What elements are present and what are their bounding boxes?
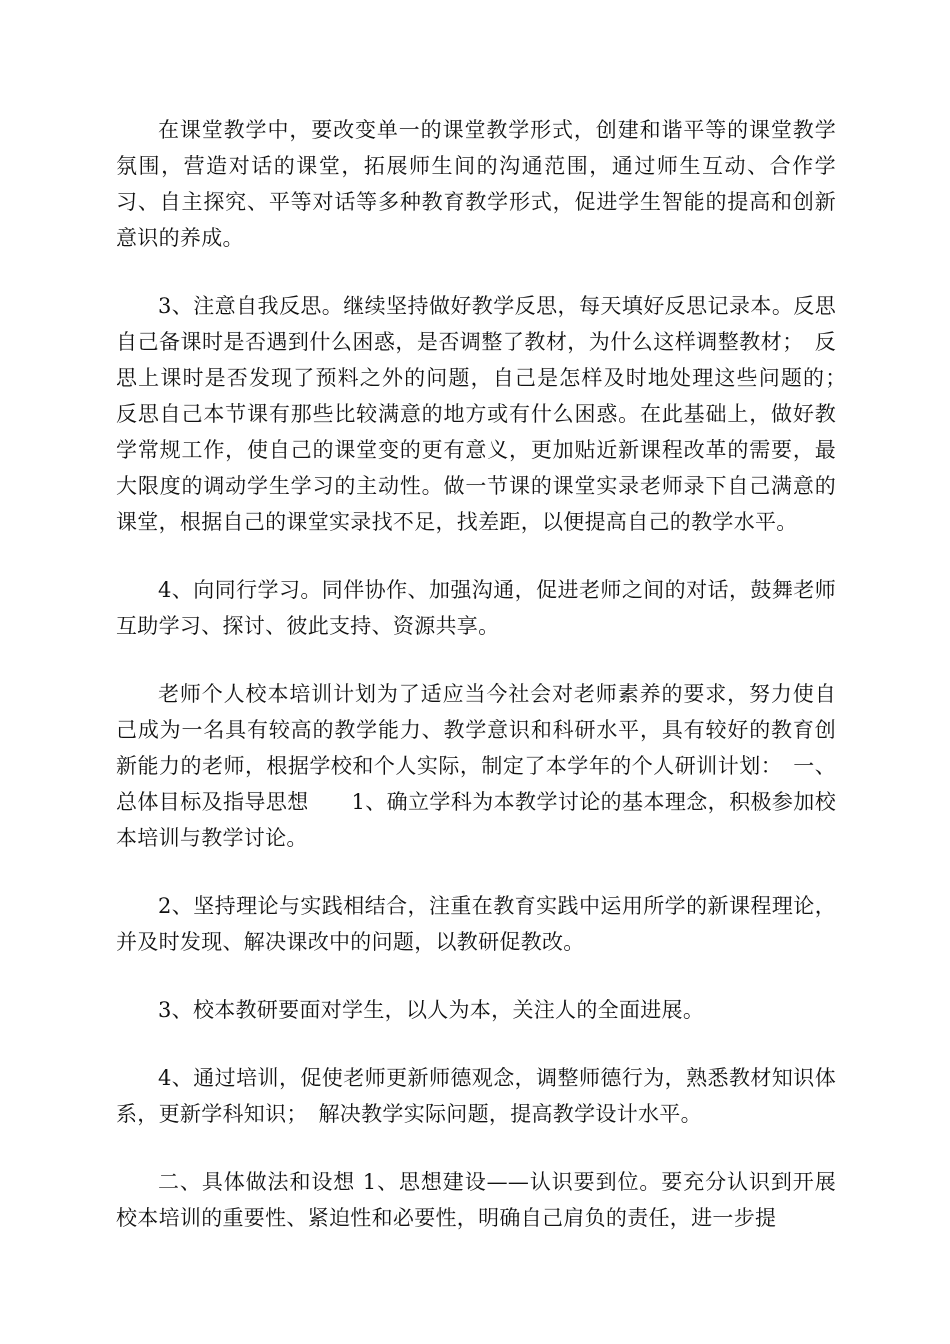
paragraph-classroom-teaching: 在课堂教学中，要改变单一的课堂教学形式，创建和谐平等的课堂教学氛围，营造对话的课堂，拓展师生间的沟通范围，通过师生互动、合作学习、自主探究、平等对话等多种教育教学形式，促进学生智能的提高和创新意识的养成。 <box>116 118 836 250</box>
paragraph-student-focus: 3、校本教研要面对学生，以人为本，关注人的全面进展。 <box>158 998 705 1022</box>
document-body <box>116 112 858 1268</box>
paragraph-training-plan-intro: 老师个人校本培训计划为了适应当今社会对老师素养的要求，努力使自己成为一名具有较高的教学能力、教学意识和科研水平，具有较好的教育创新能力的老师，根据学校和个人实际，制定了本学年的个人研训计划： 一、总体目标及指导思想 1、确立学科为本教学讨论的基本理念，积极参加校本培训与教学讨论。 <box>116 682 836 850</box>
paragraph-theory-practice: 2、坚持理论与实践相结合，注重在教育实践中运用所学的新课程理论，并及时发现、解决课改中的问题，以教研促教改。 <box>116 894 836 954</box>
paragraph-specific-methods: 二、具体做法和设想 1、思想建设——认识要到位。要充分认识到开展校本培训的重要性、紧迫性和必要性，明确自己肩负的责任，进一步提 <box>116 1170 836 1230</box>
paragraph-learn-from-peers: 4、向同行学习。同伴协作、加强沟通，促进老师之间的对话，鼓舞老师互助学习、探讨、彼此支持、资源共享。 <box>116 578 836 638</box>
paragraph-self-reflection: 3、注意自我反思。继续坚持做好教学反思，每天填好反思记录本。反思自己备课时是否遇到什么困惑，是否调整了教材，为什么这样调整教材； 反思上课时是否发现了预料之外的问题，自己是怎样及时地处理这些问题的； 反思自己本节课有那些比较满意的地方或有什么困惑。在此基础上，做好教学常规工作，使自己的课堂变的更有意义，更加贴近新课程改革的需要，最大限度的调动学生学习的主动性。做一节课的课堂实录老师录下自己满意的课堂，根据自己的课堂实录找不足，找差距，以便提高自己的教学水平。 <box>116 294 858 534</box>
paragraph-training-goals: 4、通过培训，促使老师更新师德观念，调整师德行为，熟悉教材知识体系，更新学科知识； 解决教学实际问题，提高教学设计水平。 <box>116 1066 836 1126</box>
